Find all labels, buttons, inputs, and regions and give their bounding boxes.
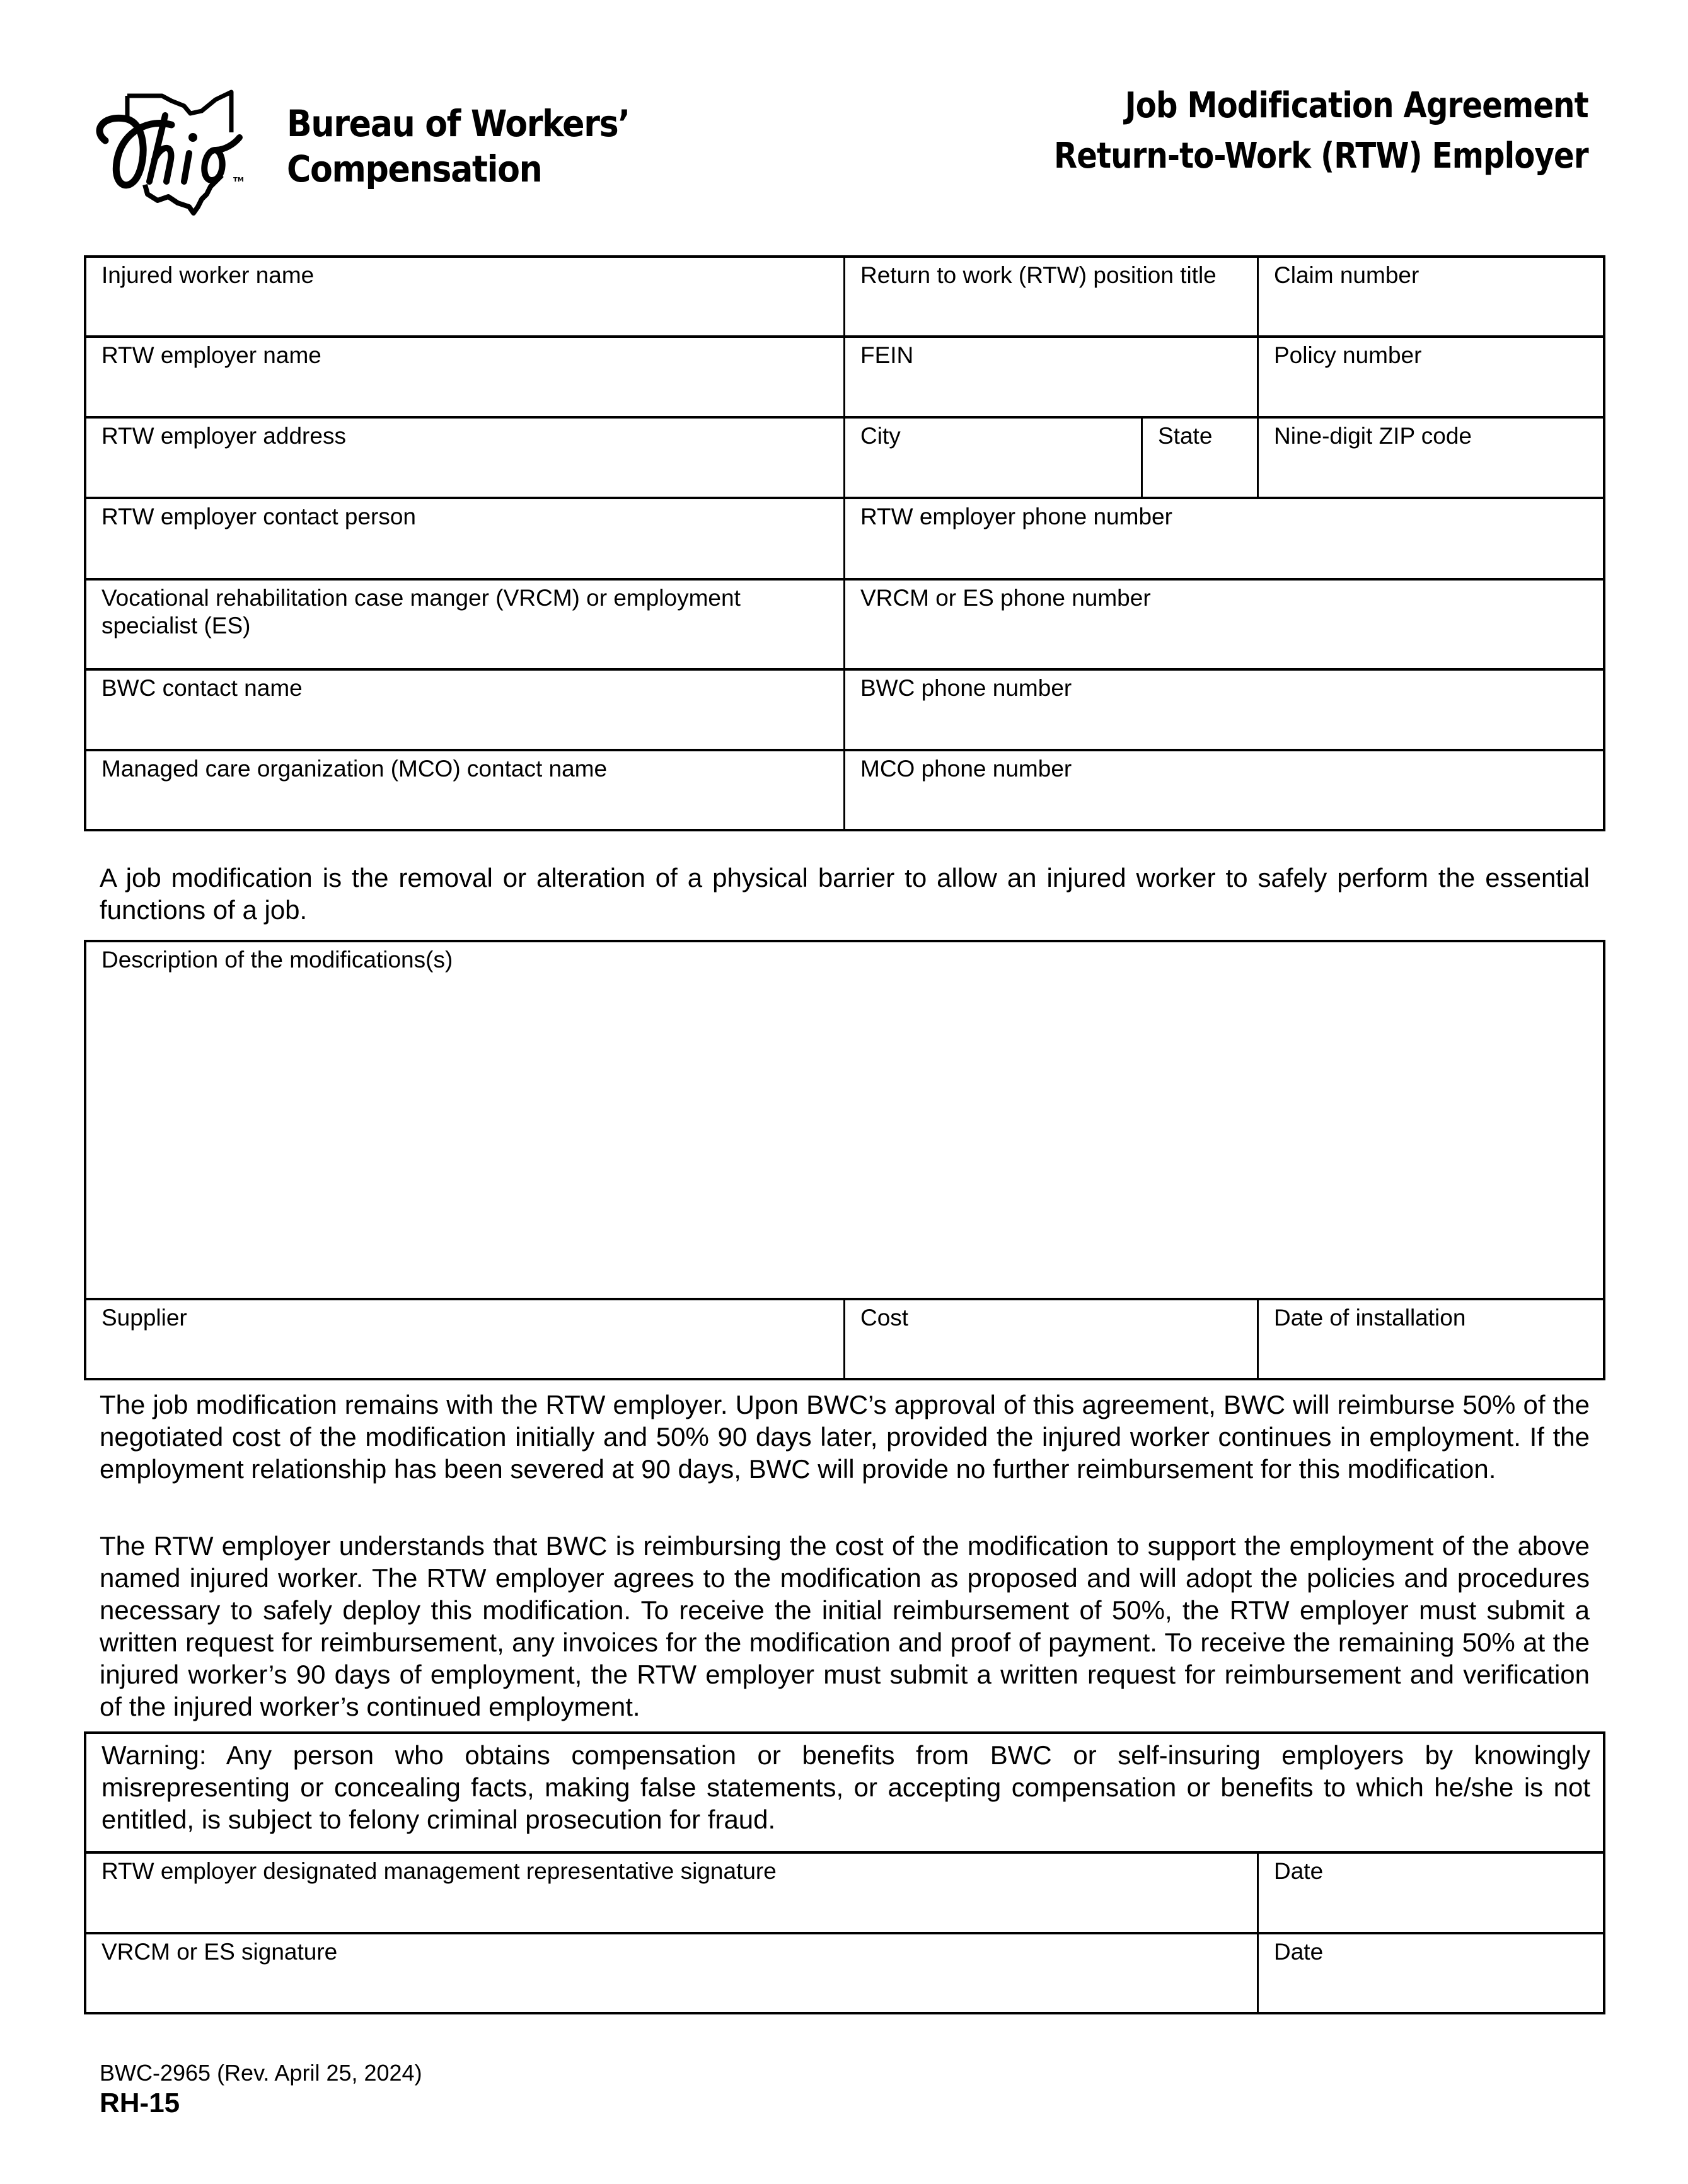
field-label: Return to work (RTW) position title <box>860 262 1217 288</box>
field-label: RTW employer contact person <box>101 504 417 529</box>
field-label: Date <box>1274 1939 1324 1965</box>
field-label: Vocational rehabilitation case manger (VRCM) or employment specialist (ES) <box>101 585 741 638</box>
rtw-employer-name-field[interactable] <box>86 338 843 416</box>
employer-representative-signature-field[interactable] <box>86 1854 1257 1932</box>
supplier-field[interactable] <box>86 1300 843 1378</box>
vrcm-es-signature-field[interactable] <box>86 1934 1257 2012</box>
cost-field[interactable] <box>845 1300 1257 1378</box>
field-label: RTW employer designated management representative signature <box>101 1858 777 1884</box>
state-field[interactable] <box>1143 419 1257 497</box>
vrcm-or-es-phone-field[interactable] <box>845 581 1603 668</box>
field-label: Claim number <box>1274 262 1419 288</box>
rtw-employer-phone-field[interactable] <box>845 499 1603 578</box>
field-label: VRCM or ES phone number <box>860 585 1151 611</box>
field-label: State <box>1158 423 1213 449</box>
rtw-position-title-field[interactable] <box>845 258 1257 335</box>
field-label: Description of the modifications(s) <box>101 947 453 973</box>
vrcm-or-es-name-field[interactable] <box>86 581 843 668</box>
city-field[interactable] <box>845 419 1141 497</box>
svg-text:TM: TM <box>233 176 244 183</box>
description-of-modifications-field[interactable] <box>86 942 1603 1298</box>
field-label: VRCM or ES signature <box>101 1939 338 1965</box>
field-label: RTW employer name <box>101 342 321 368</box>
bwc-contact-name-field[interactable] <box>86 671 843 749</box>
fraud-warning: Warning: Any person who obtains compensation or benefits from BWC or self-insuring employers by knowingly misrepresenting or concealing facts, making false statements, or accepting compensation or benefits to which he/she is not entitled, is subject to felony criminal prosecution for fraud. <box>101 1740 1590 1834</box>
form-id: RH-15 <box>100 2088 180 2118</box>
zip-code-field[interactable] <box>1259 419 1603 497</box>
field-label: Policy number <box>1274 342 1422 368</box>
employer-signature-date-field[interactable] <box>1259 1854 1603 1932</box>
employer-agreement-paragraph: The RTW employer understands that BWC is reimbursing the cost of the modification to support the employment of the above named injured worker. The RTW employer agrees to the modification as proposed and will adopt the policies and procedures necessary to safely deploy this modification. To receive the initial reimbursement of 50%, the RTW employer must submit a written request for reimbursement, any invoices for the modification and proof of payment. To receive the remaining 50% at the injured worker’s 90 days of employment, the RTW employer must submit a written request for reimbursement and verification of the injured worker’s continued employment. <box>100 1531 1590 1721</box>
ohio-state-outline-icon <box>90 81 266 218</box>
title-line1: Job Modification Agreement <box>1124 85 1588 126</box>
field-label: Managed care organization (MCO) contact name <box>101 756 608 782</box>
field-label: BWC phone number <box>860 675 1072 701</box>
injured-worker-name-field[interactable] <box>86 258 843 335</box>
field-label: Injured worker name <box>101 262 315 288</box>
field-label: Nine-digit ZIP code <box>1274 423 1472 449</box>
field-label: RTW employer address <box>101 423 346 449</box>
field-label: City <box>860 423 901 449</box>
bwc-phone-field[interactable] <box>845 671 1603 749</box>
reimbursement-paragraph: The job modification remains with the RTW employer. Upon BWC’s approval of this agreement, BWC will reimburse 50% of the negotiated cost of the modification initially and 50% 90 days later, provided the injured worker continues in employment. If the employment relationship has been severed at 90 days, BWC will provide no further reimbursement for this modification. <box>100 1390 1590 1484</box>
field-label: RTW employer phone number <box>860 504 1172 529</box>
org-name-line1: Bureau of Workers’ <box>287 102 630 145</box>
policy-number-field[interactable] <box>1259 338 1603 416</box>
form-revision-code: BWC-2965 (Rev. April 25, 2024) <box>100 2060 422 2086</box>
job-modification-definition: A job modification is the removal or alteration of a physical barrier to allow an injured worker to safely perform the essential functions of a job. <box>100 863 1590 925</box>
fein-field[interactable] <box>845 338 1257 416</box>
org-name-line2: Compensation <box>287 147 542 190</box>
rtw-employer-contact-person-field[interactable] <box>86 499 843 578</box>
field-label: BWC contact name <box>101 675 303 701</box>
field-label: FEIN <box>860 342 914 368</box>
date-of-installation-field[interactable] <box>1259 1300 1603 1378</box>
mco-phone-field[interactable] <box>845 751 1603 829</box>
vrcm-es-signature-date-field[interactable] <box>1259 1934 1603 2012</box>
field-label: Cost <box>860 1305 909 1331</box>
field-label: Date <box>1274 1858 1324 1884</box>
field-label: MCO phone number <box>860 756 1072 782</box>
title-line2: Return-to-Work (RTW) Employer <box>1054 136 1588 176</box>
claim-number-field[interactable] <box>1259 258 1603 335</box>
ohio-logo <box>90 81 266 218</box>
field-label: Date of installation <box>1274 1305 1466 1331</box>
mco-contact-name-field[interactable] <box>86 751 843 829</box>
field-label: Supplier <box>101 1305 187 1331</box>
document-title <box>1054 81 1588 182</box>
organization-name <box>287 101 630 192</box>
rtw-employer-address-field[interactable] <box>86 419 843 497</box>
